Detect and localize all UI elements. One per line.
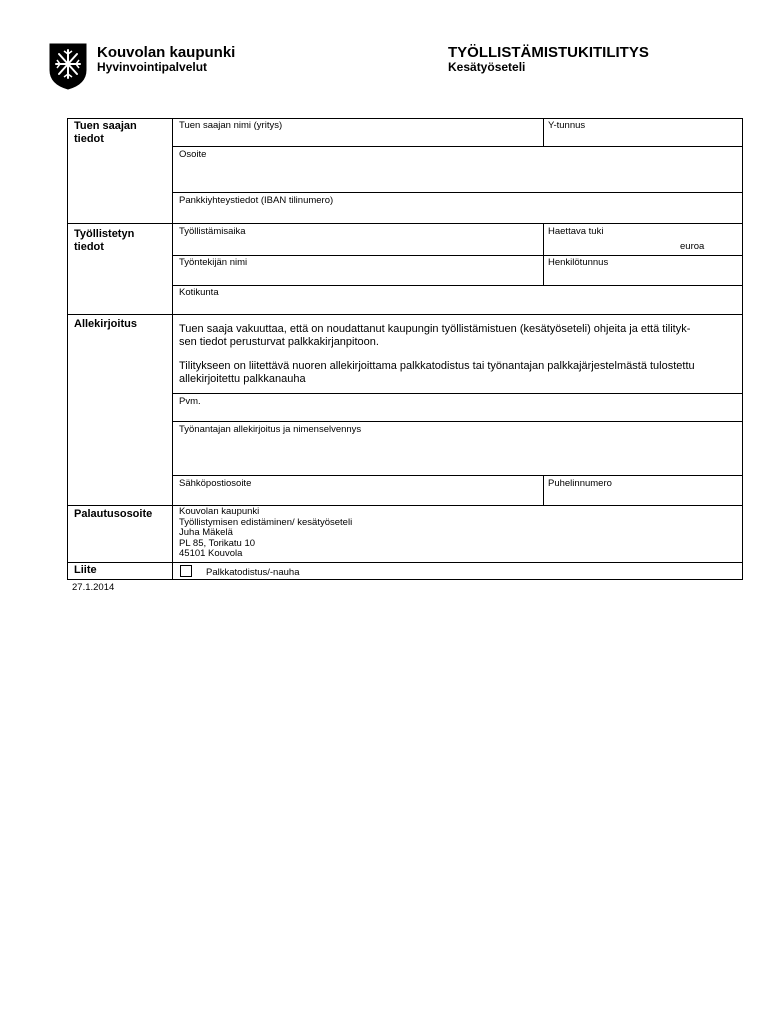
phone-field[interactable]: Puhelinnumero: [548, 478, 612, 489]
declaration-line-1: Tuen saaja vakuuttaa, että on noudattanut kaupungin työllistämistuen (kesätyöseteli) ohjeita ja että tilityk-: [179, 323, 691, 335]
employer-signature-field[interactable]: Työnantajan allekirjoitus ja nimenselvennys: [179, 424, 362, 435]
payslip-checkbox-label: Palkkatodistus/-nauha: [206, 567, 300, 578]
organization-name: Kouvolan kaupunki: [97, 44, 236, 61]
label-column-divider: [172, 118, 173, 580]
recipient-name-field[interactable]: Tuen saajan nimi (yritys): [179, 120, 283, 131]
section-employed-label: Työllistetyn tiedot: [74, 228, 135, 253]
section-signature-label: Allekirjoitus: [74, 318, 137, 330]
settlement-form: [67, 118, 743, 580]
column-divider: [543, 475, 544, 505]
section-divider: [67, 562, 172, 563]
form-border-left: [67, 118, 68, 580]
attachment-requirement-line-2: allekirjoitettu palkkanauha: [179, 373, 306, 385]
date-field[interactable]: Pvm.: [179, 396, 201, 407]
row-divider: [172, 192, 743, 193]
section-divider: [67, 314, 172, 315]
declaration-text: [179, 323, 739, 349]
return-address-line: Työllistymisen edistäminen/ kesätyöseteli: [179, 516, 353, 528]
currency-unit-label: euroa: [680, 241, 705, 252]
address-field[interactable]: Osoite: [179, 149, 207, 160]
attachment-requirement-line-1: Tilitykseen on liitettävä nuoren allekirjoittama palkkatodistus tai työnantajan palkkajärjestelmästä tulostettu: [179, 360, 695, 372]
section-divider: [67, 505, 172, 506]
return-address-line: Juha Mäkelä: [179, 527, 233, 538]
declaration-line-2: sen tiedot perusturvat palkkakirjanpitoon.: [179, 336, 379, 348]
business-id-field[interactable]: Y-tunnus: [548, 120, 586, 131]
bank-details-field[interactable]: Pankkiyhteystiedot (IBAN tilinumero): [179, 195, 334, 206]
column-divider: [543, 223, 544, 285]
employee-name-field[interactable]: Työntekijän nimi: [179, 257, 248, 268]
return-address-block: [179, 507, 352, 560]
attachment-requirement-text: [179, 360, 739, 386]
form-border-right: [742, 118, 743, 580]
row-divider: [172, 475, 743, 476]
section-divider: [67, 223, 743, 224]
document-title: TYÖLLISTÄMISTUKITILITYS: [448, 44, 649, 61]
row-divider: [172, 421, 743, 422]
document-subtitle: Kesätyöseteli: [448, 60, 526, 74]
payslip-checkbox[interactable]: [180, 565, 192, 577]
organization-unit: Hyvinvointipalvelut: [97, 60, 208, 74]
applied-support-field[interactable]: Haettava tuki: [548, 226, 604, 237]
form-border-bottom: [67, 579, 743, 580]
return-address-line: 45101 Kouvola: [179, 548, 243, 559]
email-field[interactable]: Sähköpostiosoite: [179, 478, 252, 489]
row-divider: [172, 393, 743, 394]
section-recipient-label: Tuen saajan tiedot: [74, 120, 137, 145]
row-divider: [172, 314, 743, 315]
column-divider: [543, 118, 544, 146]
row-divider: [172, 146, 743, 147]
coat-of-arms-icon: [48, 42, 88, 90]
form-border-top: [67, 118, 743, 119]
row-divider: [172, 255, 743, 256]
row-divider: [172, 285, 743, 286]
personal-id-field[interactable]: Henkilötunnus: [548, 257, 609, 268]
municipality-field[interactable]: Kotikunta: [179, 287, 219, 298]
form-version-date: 27.1.2014: [72, 582, 115, 593]
row-divider: [172, 562, 743, 563]
return-address-line: PL 85, Torikatu 10: [179, 537, 256, 549]
return-address-line: Kouvolan kaupunki: [179, 506, 260, 517]
employment-period-field[interactable]: Työllistämisaika: [179, 226, 246, 237]
section-return-address-label: Palautusosoite: [74, 508, 153, 520]
section-attachment-label: Liite: [74, 564, 97, 576]
